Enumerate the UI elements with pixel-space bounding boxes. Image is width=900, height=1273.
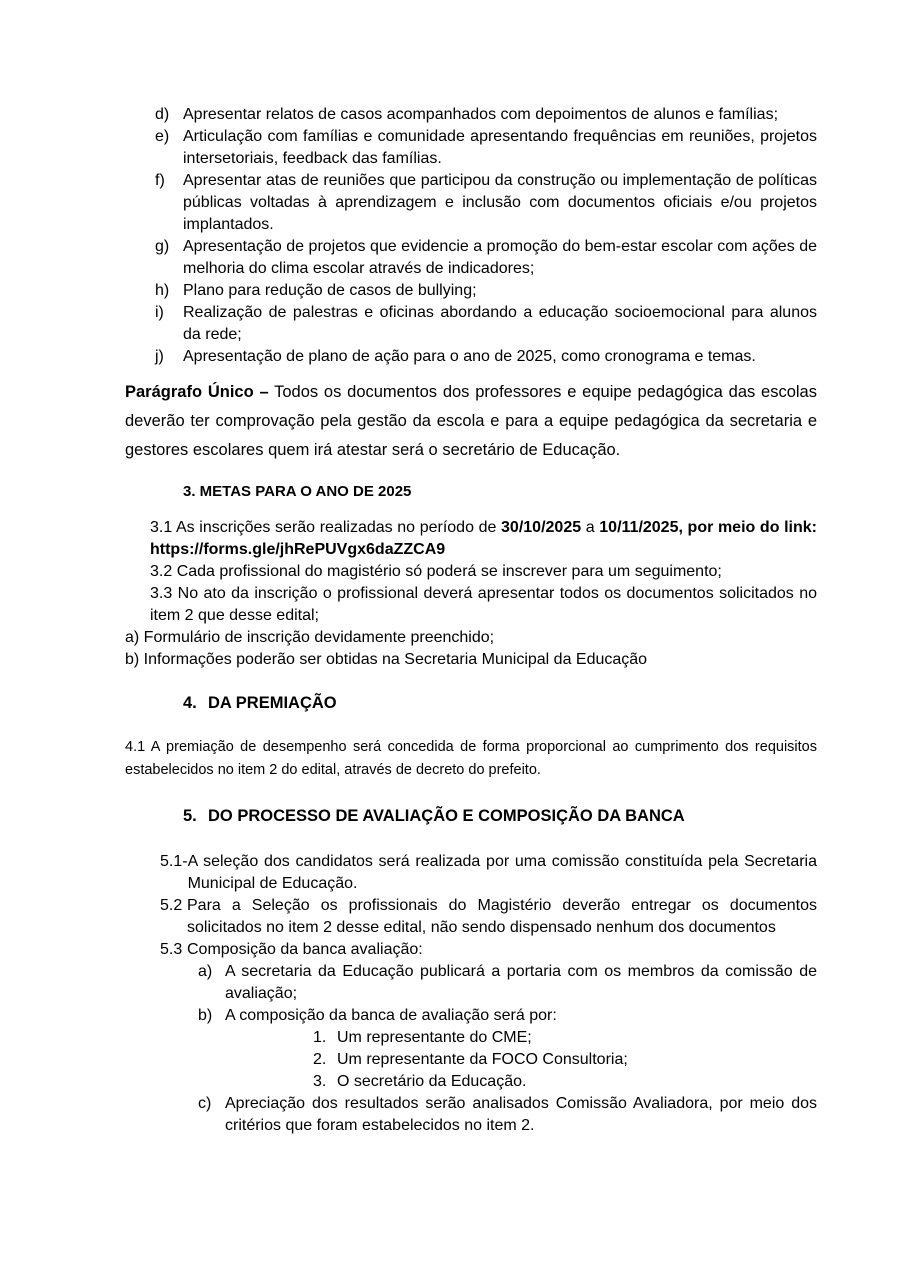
item-5-3 (160, 939, 817, 961)
item-5-3-c-label: c) (198, 1094, 212, 1112)
item-3-1-connector: a (581, 518, 600, 536)
item-5-3-b-label: b) (198, 1006, 213, 1024)
list-item-label: i) (155, 304, 164, 321)
numbered-item-3 (313, 1071, 817, 1093)
item-3-1-date-start: 30/10/2025 (501, 518, 582, 536)
list-item-text: Apresentação de projetos que evidencie a promoção do bem-estar escolar com ações de melhoria do clima escolar através de indicadores; (183, 238, 817, 277)
section-3-body (125, 517, 817, 671)
section-4-heading (183, 693, 817, 713)
item-5-3-a (198, 961, 817, 1005)
list-item-label: j) (155, 348, 164, 365)
paragrafo-unico (125, 378, 817, 465)
list-item-text: Realização de palestras e oficinas abordando a educação socioemocional para alunos da rede; (183, 304, 817, 343)
numbered-item-1-number: 1. (313, 1028, 327, 1046)
item-5-2-text: Para a Seleção os profissionais do Magistério deverão entregar os documentos solicitados no item 2 desse edital, não sendo dispensado nenhum dos documentos (187, 896, 817, 936)
item-5-3-b (198, 1005, 817, 1027)
item-5-3-b-text: A composição da banca de avaliação será por: (225, 1006, 557, 1024)
item-3-1-date-end-link: 10/11/2025, por meio do link: https://forms.gle/jhRePUVgx6daZZCA9 (150, 518, 817, 558)
item-3-1 (150, 517, 817, 561)
section-3-heading: 3. METAS PARA O ANO DE 2025 (183, 482, 412, 500)
item-5-1 (160, 851, 817, 895)
list-item-label: f) (155, 172, 165, 189)
section-5-title: DO PROCESSO DE AVALIAÇÃO E COMPOSIÇÃO DA BANCA (208, 806, 685, 825)
list-item-label: e) (155, 128, 170, 145)
section-4-number: 4. (183, 693, 197, 712)
lettered-list-d-j (155, 104, 817, 368)
list-item-text: Plano para redução de casos de bullying; (183, 282, 477, 299)
list-item-text: Apresentar atas de reuniões que participou da construção ou implementação de políticas públicas voltadas à aprendizagem e inclusão com documentos oficiais e/ou projetos implantados. (183, 172, 817, 233)
item-3-2: 3.2 Cada profissional do magistério só poderá se inscrever para um seguimento; (150, 562, 722, 580)
sub-list-abc (198, 961, 817, 1137)
numbered-item-3-text: O secretário da Educação. (337, 1072, 527, 1090)
item-3-a: a) Formulário de inscrição devidamente preenchido; (125, 628, 495, 646)
item-3-b: b) Informações poderão ser obtidas na Secretaria Municipal da Educação (125, 650, 648, 668)
list-item-text: Articulação com famílias e comunidade apresentando frequências em reuniões, projetos intersetoriais, feedback das famílias. (183, 128, 817, 167)
list-item (155, 236, 817, 280)
numbered-item-2 (313, 1049, 817, 1071)
item-5-3-text: Composição da banca avaliação: (187, 940, 423, 958)
numbered-item-3-number: 3. (313, 1072, 327, 1090)
section-5-body (125, 851, 817, 1137)
item-5-1-number: 5.1- (160, 852, 188, 870)
paragrafo-unico-text: Todos os documentos dos professores e equipe pedagógica das escolas deverão ter comprovação pela gestão da escola e para a equipe pedagógica da secretaria e gestores escolares quem irá atestar será o secretário de Educação. (125, 383, 817, 459)
item-3-3: 3.3 No ato da inscrição o profissional deverá apresentar todos os documentos solicitados no item 2 que desse edital; (150, 584, 817, 624)
numbered-list (313, 1027, 817, 1093)
list-item-text: Apresentação de plano de ação para o ano de 2025, como cronograma e temas. (183, 348, 756, 365)
item-5-2-number: 5.2 (160, 896, 183, 914)
item-5-1-text: A seleção dos candidatos será realizada por uma comissão constituída pela Secretaria Municipal de Educação. (187, 852, 817, 892)
list-item (155, 280, 817, 302)
item-5-3-a-label: a) (198, 962, 213, 980)
list-item (155, 126, 817, 170)
item-5-2 (160, 895, 817, 939)
numbered-item-1 (313, 1027, 817, 1049)
list-item (155, 104, 817, 126)
item-5-3-number: 5.3 (160, 940, 183, 958)
item-5-3-a-text: A secretaria da Educação publicará a portaria com os membros da comissão de avaliação; (225, 962, 817, 1002)
list-item (155, 302, 817, 346)
list-item-label: h) (155, 282, 170, 299)
paragrafo-unico-label: Parágrafo Único – (125, 383, 269, 401)
list-item (155, 346, 817, 368)
numbered-item-2-text: Um representante da FOCO Consultoria; (337, 1050, 628, 1068)
list-item-text: Apresentar relatos de casos acompanhados com depoimentos de alunos e famílias; (183, 106, 779, 123)
section-4-title: DA PREMIAÇÃO (208, 693, 337, 712)
numbered-item-2-number: 2. (313, 1050, 327, 1068)
list-item-label: d) (155, 106, 170, 123)
section-5-number: 5. (183, 806, 197, 825)
numbered-item-1-text: Um representante do CME; (337, 1028, 532, 1046)
list-item (155, 170, 817, 236)
item-5-3-c (198, 1093, 817, 1137)
item-3-1-text: 3.1 As inscrições serão realizadas no período de (150, 518, 502, 536)
list-item-label: g) (155, 238, 170, 255)
section-5-heading (183, 806, 817, 826)
item-5-3-c-text: Apreciação dos resultados serão analisados Comissão Avaliadora, por meio dos critérios que foram estabelecidos no item 2. (225, 1094, 817, 1134)
item-4-1: 4.1 A premiação de desempenho será concedida de forma proporcional ao cumprimento dos requisitos estabelecidos no item 2 do edital, através de decreto do prefeito. (125, 738, 817, 778)
